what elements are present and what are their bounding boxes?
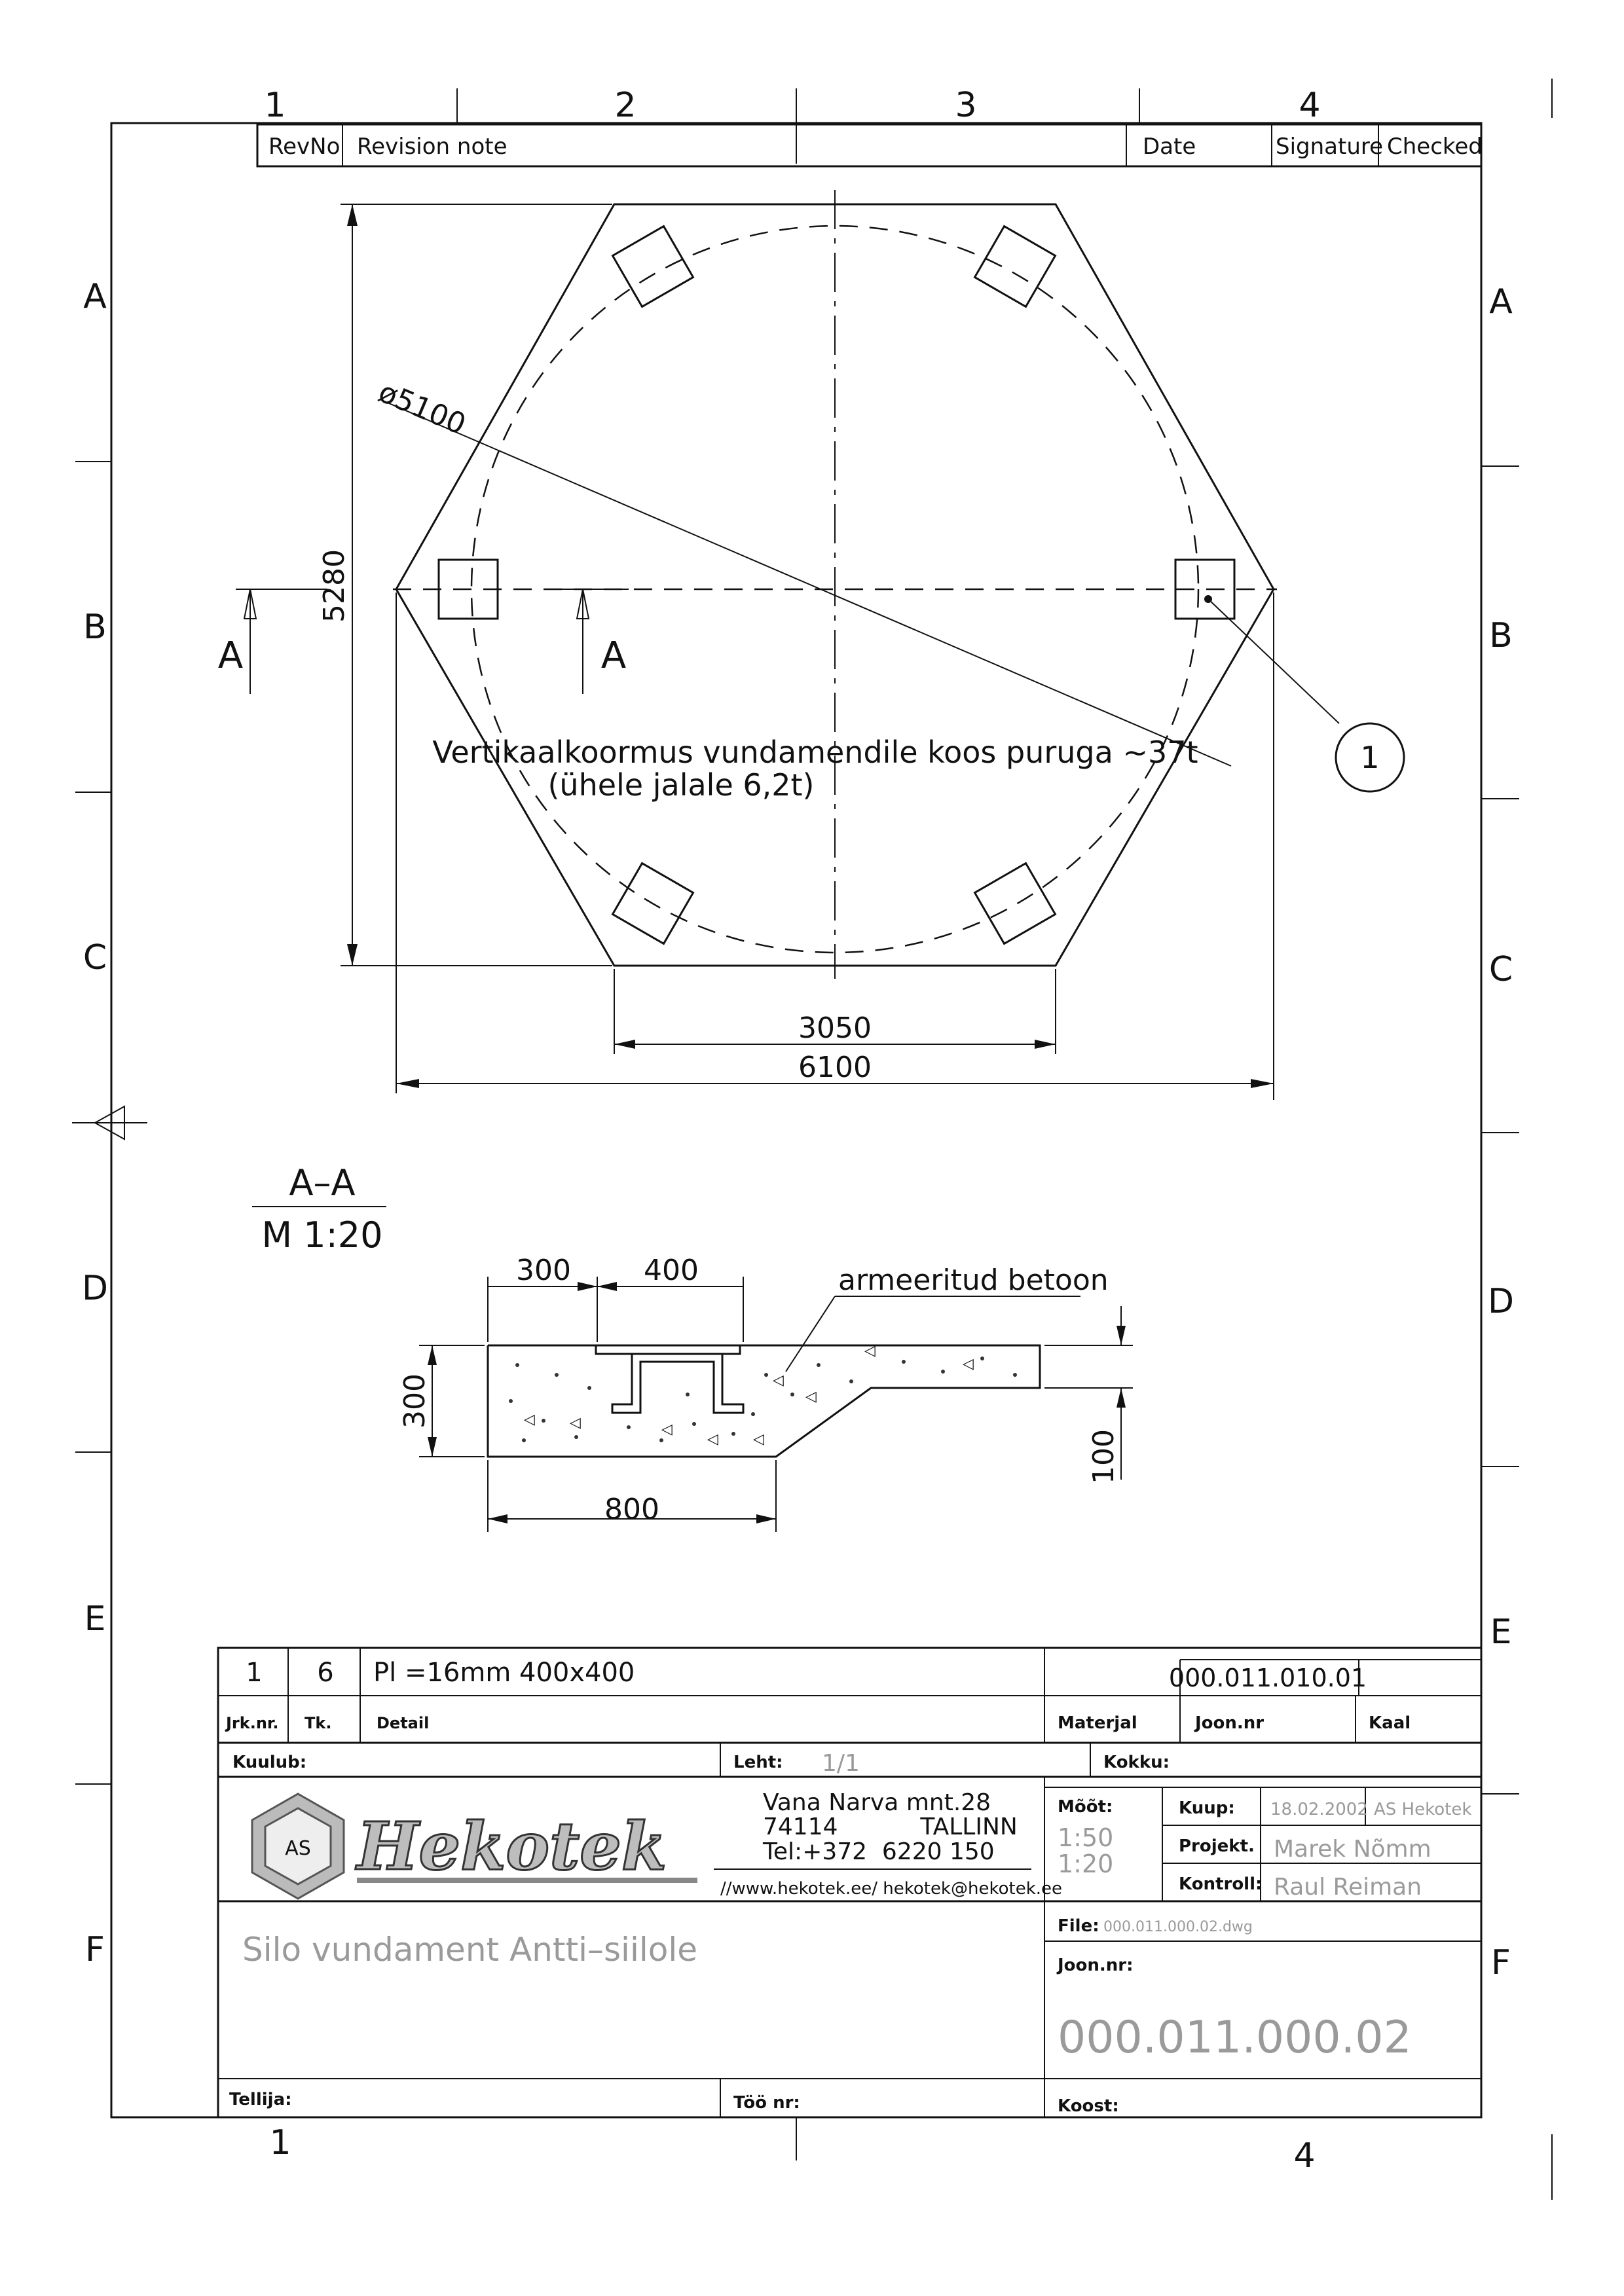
part-qty: 6: [317, 1658, 334, 1688]
dim-300-top: 300: [516, 1254, 571, 1287]
koost-label: Koost:: [1058, 2096, 1119, 2116]
file-label: File:: [1058, 1916, 1099, 1936]
hdr-joon: Joon.nr: [1195, 1713, 1264, 1733]
too-nr-label: Töö nr:: [733, 2093, 800, 2113]
part-row-number: 1: [246, 1658, 263, 1688]
section-marker-left: A: [217, 634, 244, 677]
dim-300-side: 300: [398, 1374, 432, 1429]
rev-revno: RevNo: [268, 134, 341, 160]
grid-row-f-left: F: [85, 1930, 105, 1969]
rev-signature: Signature: [1276, 134, 1384, 160]
kuup-label: Kuup:: [1179, 1798, 1235, 1818]
part-drawing-number: 000.011.010.01: [1168, 1664, 1367, 1692]
grid-row-d-left: D: [81, 1269, 109, 1308]
grid-col-3: 3: [955, 86, 977, 125]
scale-2: 1:20: [1058, 1850, 1114, 1878]
grid-row-d-right: D: [1487, 1282, 1515, 1321]
grid-row-e-right: E: [1490, 1613, 1512, 1652]
grid-row-e-left: E: [84, 1599, 106, 1639]
diameter-line: [380, 399, 1231, 766]
material-note: armeeritud betoon: [838, 1264, 1109, 1297]
svg-text:◁: ◁: [524, 1412, 535, 1428]
grid-col-4: 4: [1299, 86, 1321, 125]
plan-view: [218, 190, 1404, 1100]
callout-number: 1: [1360, 740, 1380, 775]
company-web: //www.hekotek.ee/ hekotek@hekotek.ee: [720, 1879, 1063, 1899]
section-view: [252, 1162, 1133, 1532]
inner-width-dimension: 3050: [798, 1011, 872, 1045]
svg-text:◁: ◁: [963, 1356, 974, 1372]
joonnr-label: Joon.nr:: [1058, 1956, 1134, 1975]
grid-row-b-left: B: [83, 608, 107, 647]
svg-text:◁: ◁: [805, 1389, 817, 1405]
rev-date: Date: [1143, 134, 1196, 160]
address-phone: Tel:+372 6220 150: [763, 1838, 995, 1865]
kuup-company: AS Hekotek: [1374, 1800, 1472, 1819]
svg-text:◁: ◁: [773, 1372, 784, 1389]
leht-label: Leht:: [733, 1753, 783, 1772]
hdr-jrk: Jrk.nr.: [226, 1714, 279, 1732]
diameter-label: ø5100: [373, 375, 471, 442]
grid-col-1-bottom: 1: [269, 2123, 291, 2162]
kontroll-value: Raul Reiman: [1274, 1874, 1422, 1901]
dim-400: 400: [644, 1254, 699, 1287]
base-plate-6: [975, 864, 1056, 944]
hdr-materjal: Materjal: [1058, 1713, 1137, 1733]
load-note-line1: Vertikaalkoormus vundamendile koos puruga ~37t: [432, 735, 1198, 770]
drawing-number: 000.011.000.02: [1058, 2012, 1412, 2064]
svg-text:◁: ◁: [753, 1431, 764, 1448]
grid-row-a-left: A: [83, 277, 107, 316]
address-line2: 74114 TALLINN: [763, 1813, 1018, 1840]
svg-text:◁: ◁: [661, 1421, 673, 1438]
rev-note: Revision note: [357, 134, 507, 160]
section-marker-right: A: [600, 634, 627, 677]
company-logo: [252, 1794, 697, 1899]
address-line1: Vana Narva mnt.28: [763, 1789, 991, 1816]
svg-text:◁: ◁: [570, 1415, 581, 1431]
leht-value: 1/1: [822, 1750, 860, 1777]
tellija-label: Tellija:: [229, 2090, 292, 2109]
kokku-label: Kokku:: [1103, 1753, 1170, 1772]
outer-width-dimension: 6100: [798, 1051, 872, 1084]
title-block: [218, 1648, 1481, 2117]
embedded-profile: [596, 1345, 740, 1354]
height-dimension: 5280: [318, 549, 351, 623]
section-scale: M 1:20: [261, 1214, 383, 1256]
grid-col-4-bottom: 4: [1293, 2136, 1316, 2176]
rev-checked: Checked: [1387, 134, 1483, 160]
drawing-title: Silo vundament Antti–siilole: [242, 1931, 697, 1969]
kuup-value: 18.02.2002: [1270, 1800, 1368, 1819]
base-plate-4: [975, 227, 1056, 307]
grid-row-c-left: C: [83, 938, 107, 977]
projekt-value: Marek Nõmm: [1274, 1836, 1431, 1863]
grid-col-2: 2: [614, 86, 637, 125]
grid-row-f-right: F: [1491, 1943, 1511, 1982]
hdr-kaal: Kaal: [1369, 1713, 1411, 1733]
hdr-tk: Tk.: [304, 1714, 332, 1732]
revision-table: [257, 124, 1483, 166]
grid-row-a-right: A: [1489, 282, 1513, 321]
grid-row-b-right: B: [1489, 616, 1513, 655]
load-note-line2: (ühele jalale 6,2t): [547, 767, 815, 803]
moot-label: Mõõt:: [1058, 1797, 1113, 1817]
scale-1: 1:50: [1058, 1823, 1114, 1852]
section-title: A–A: [289, 1162, 356, 1203]
dim-800: 800: [604, 1493, 659, 1526]
logo-wordmark: Hekotek: [357, 1808, 667, 1885]
svg-text:◁: ◁: [707, 1431, 718, 1448]
file-value: 000.011.000.02.dwg: [1103, 1919, 1253, 1935]
base-plate-3: [613, 227, 693, 307]
kuulub-label: Kuulub:: [232, 1753, 307, 1772]
logo-badge: AS: [285, 1837, 311, 1860]
dim-100: 100: [1087, 1429, 1120, 1484]
svg-text:◁: ◁: [864, 1343, 876, 1359]
projekt-label: Projekt.: [1179, 1836, 1255, 1856]
hdr-detail: Detail: [377, 1714, 430, 1732]
grid-row-c-right: C: [1488, 950, 1513, 989]
kontroll-label: Kontroll:: [1179, 1874, 1263, 1894]
part-detail: Pl =16mm 400x400: [373, 1658, 635, 1688]
grid-col-1: 1: [264, 86, 286, 125]
